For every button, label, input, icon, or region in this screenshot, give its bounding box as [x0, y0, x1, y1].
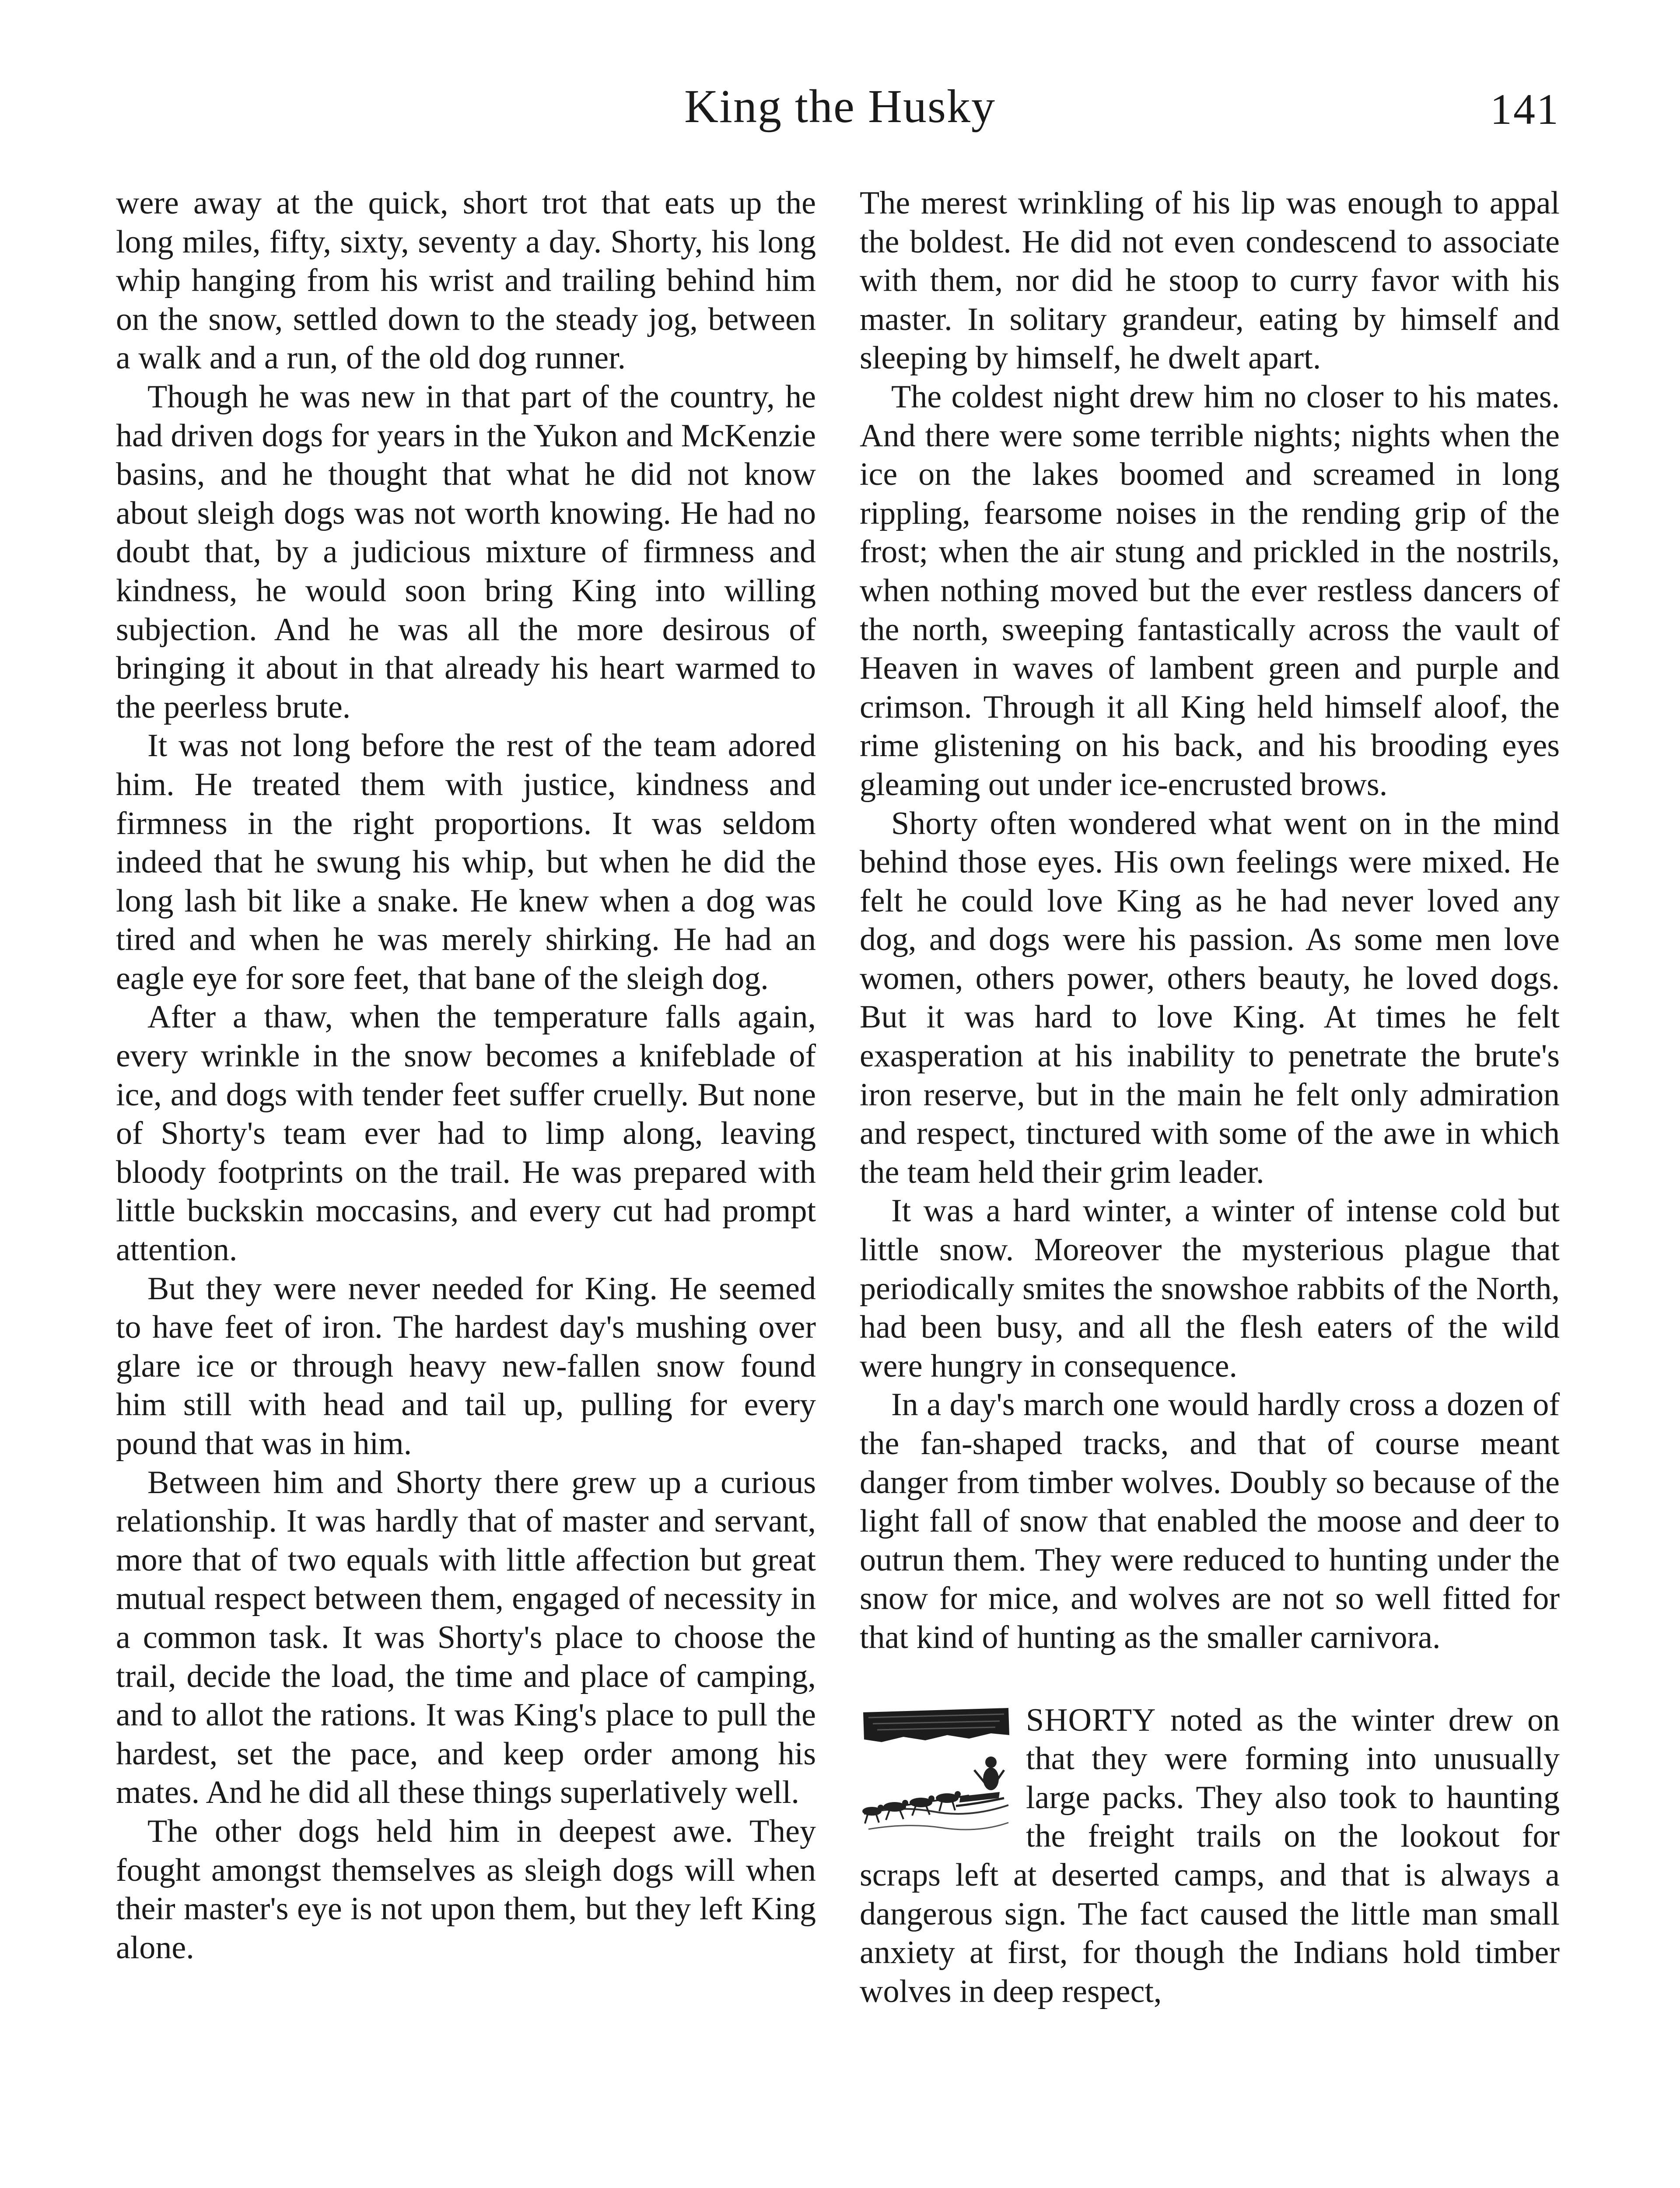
- section-break: [860, 1657, 1560, 1701]
- paragraph: After a thaw, when the temperature falls again, every wrinkle in the snow becomes a knifeblade of ice, and dogs with tender feet suffer cruelly. But none of Shorty's team ever had to limp along, leaving bloody footprints on the trail. He was prepared with little buckskin moccasins, and every cut had prompt attention.: [116, 999, 816, 1268]
- paragraph: The coldest night drew him no closer to his mates. And there were some terrible nights; nights when the ice on the lakes boomed and screamed in long rippling, fearsome noises in the rending grip of the frost; when the air stung and prickled in the nostrils, when nothing moved but the ever restless dancers of the north, sweeping fantastically across the vault of Heaven in waves of lambent green and purple and crimson. Through it all King held himself aloof, the rime glistening on his back, and his brooding eyes gleaming out under ice-encrusted brows.: [860, 379, 1560, 803]
- paragraph: The other dogs held him in deepest awe. They fought amongst themselves as sleigh dogs will when their master's eye is not upon them, but they left King alone.: [116, 1813, 816, 1966]
- running-title: King the Husky: [684, 81, 996, 133]
- paragraph: The merest wrinkling of his lip was enough to appal the boldest. He did not even condescend to associate with them, nor did he stoop to curry favor with his master. In solitary grandeur, eating by himself and sleeping by himself, he dwelt apart.: [860, 185, 1560, 376]
- paragraph: In a day's march one would hardly cross a dozen of the fan-shaped tracks, and that of course meant danger from timber wolves. Doubly so because of the light fall of snow that enabled the moose and deer to outrun them. They were reduced to hunting under the snow for mice, and wolves are not so well fitted for that kind of hunting as the smaller carnivora.: [860, 1387, 1560, 1655]
- section-lead-word: SHORTY: [1026, 1702, 1156, 1738]
- left-column: [116, 184, 816, 1967]
- paragraph: Shorty often wondered what went on in the mind behind those eyes. His own feelings were mixed. He felt he could love King as he had never loved any dog, and dogs were his passion. As some men love women, others power, others beauty, he loved dogs. But it was hard to love King. At times he felt exasperation at his inability to penetrate the brute's iron reserve, but in the main he felt only admiration and respect, tinctured with some of the awe in which the team held their grim leader.: [860, 805, 1560, 1190]
- section-opening-text: noted as the winter drew on that they were forming into unusually large packs. They also took to haunting the freight trails on the lookout for scraps left at deserted camps, and that is always a dangerous sign. The fact caused the little man small anxiety at first, for though the Indians hold timber wolves in deep respect,: [860, 1702, 1560, 2009]
- paragraph: Between him and Shorty there grew up a curious relationship. It was hardly that of master and servant, more that of two equals with little affection but great mutual respect between them, engaged of necessity in a common task. It was Shorty's place to choose the trail, decide the load, the time and place of camping, and to allot the rations. It was King's place to pull the hardest, set the pace, and keep order among his mates. And he did all these things superlatively well.: [116, 1464, 816, 1811]
- paragraph: It was a hard winter, a winter of intense cold but little snow. Moreover the mysterious plague that periodically smites the snowshoe rabbits of the North, had been busy, and all the flesh eaters of the wild were hungry in consequence.: [860, 1193, 1560, 1384]
- dog-sled-team-illustration-icon: [860, 1704, 1013, 1849]
- right-column: [860, 184, 1560, 2011]
- paragraph: But they were never needed for King. He seemed to have feet of iron. The hardest day's mushing over glare ice or through heavy new-fallen snow found him still with head and tail up, pulling for every pound that was in him.: [116, 1270, 816, 1462]
- section-opening: [860, 1701, 1560, 2011]
- paragraph: were away at the quick, short trot that eats up the long miles, fifty, sixty, seventy a day. Shorty, his long whip hanging from his wrist and trailing behind him on the snow, settled down to the steady jog, between a walk and a run, of the old dog runner.: [116, 185, 816, 376]
- paragraph: Though he was new in that part of the country, he had driven dogs for years in the Yukon and McKenzie basins, and he thought that what he did not know about sleigh dogs was not worth knowing. He had no doubt that, by a judicious mixture of firmness and kindness, he would soon bring King into willing subjection. And he was all the more desirous of bringing it about in that already his heart warmed to the peerless brute.: [116, 379, 816, 725]
- page-number: 141: [1490, 85, 1560, 133]
- paragraph: It was not long before the rest of the team adored him. He treated them with justice, kindness and firmness in the right proportions. It was seldom indeed that he swung his whip, but when he did the long lash bit like a snake. He knew when a dog was tired and when he was merely shirking. He had an eagle eye for sore feet, that bane of the sleigh dog.: [116, 728, 816, 996]
